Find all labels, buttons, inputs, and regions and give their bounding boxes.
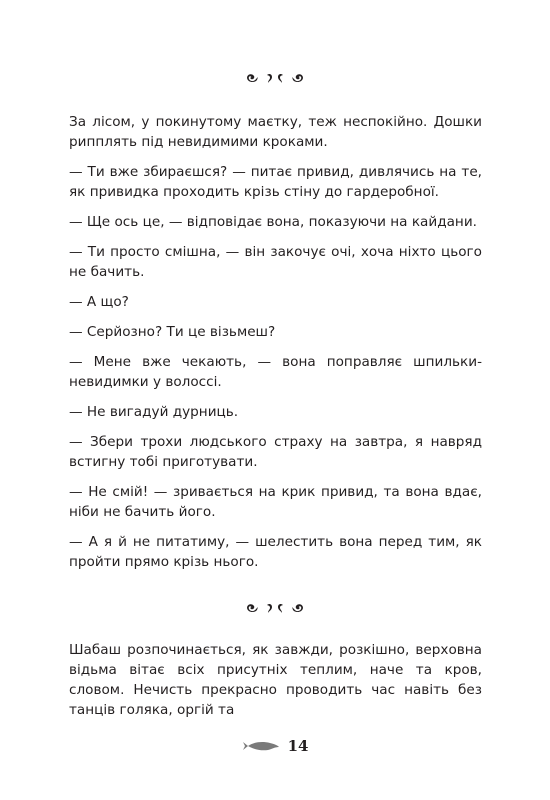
paragraph: — А що? [69,294,129,310]
section-one-text [69,112,482,582]
page-number: 14 [287,737,309,755]
paragraph: — Збери трохи людського страху на завтра, я навряд встигну тобі приготувати. [69,434,482,470]
paragraph: — Не вигадуй дурниць. [69,404,239,420]
paragraph: — Ще ось це, — відповідає вона, показуючи на кайдани. [69,214,477,230]
paragraph: За лісом, у покинутому маєтку, теж неспокійно. Дошки рипплять під невидимими кроками. [69,114,482,150]
paragraph: — Серйозно? Ти це візьмеш? [69,324,276,340]
section-divider-ornament-top [0,70,550,86]
paragraph: — Мене вже чекають, — вона поправляє шпильки-невидимки у волоссі. [69,354,482,390]
page-footer [0,734,550,758]
paragraph: — А я й не питатиму, — шелестить вона перед тим, як пройти прямо крізь нього. [69,534,482,570]
section-divider-ornament-bottom [0,600,550,616]
paragraph: — Не смій! — зривається на крик привид, та вона вдає, ніби не бачить його. [69,484,482,520]
flourish-icon [245,601,305,615]
fish-icon [242,738,280,754]
paragraph: Шабаш розпочинається, як завжди, розкішно, верховна відьма вітає всіх присутніх теплим, наче та кров, словом. Нечисть прекрасно проводить час навіть без танців голяка, оргій та [69,642,482,718]
section-two-text [69,640,482,730]
paragraph: — Ти просто смішна, — він закочує очі, хоча ніхто цього не бачить. [69,244,482,280]
paragraph: — Ти вже збираєшся? — питає привид, дивлячись на те, як привидка проходить крізь стіну до гардеробної. [69,164,482,200]
flourish-icon [245,71,305,85]
